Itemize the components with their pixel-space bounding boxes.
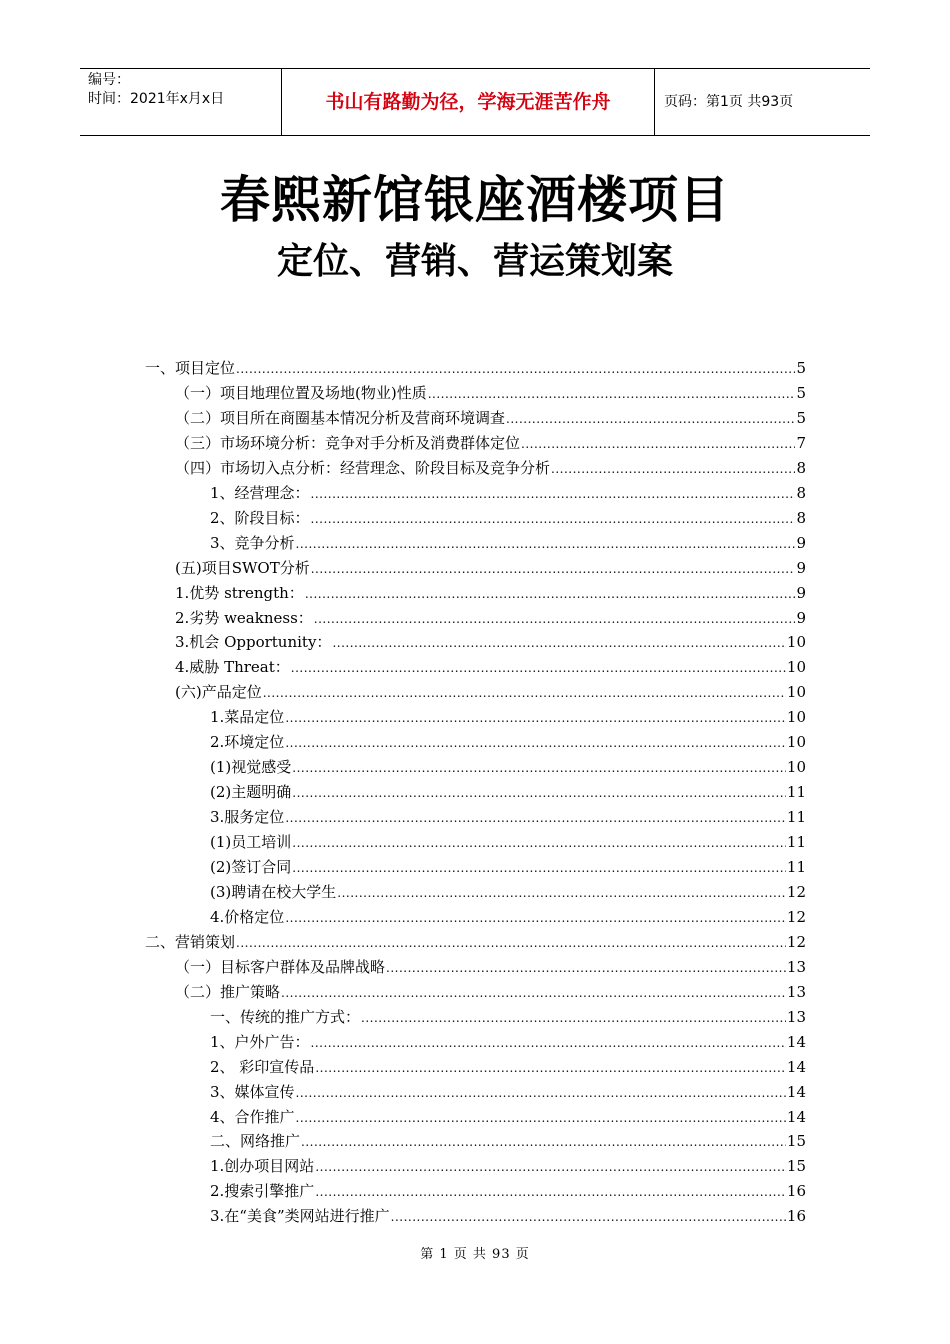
toc-entry-page: 8 [796, 508, 806, 527]
toc-leader-dots [292, 780, 786, 806]
toc-entry-page: 12 [786, 932, 806, 951]
toc-entry-label: 2、阶段目标： [210, 508, 310, 527]
toc-entry[interactable] [175, 980, 806, 1005]
toc-leader-dots [305, 581, 796, 607]
toc-entry-page: 15 [786, 1132, 806, 1151]
toc-entry[interactable] [210, 1129, 806, 1154]
toc-entry-page: 7 [796, 433, 806, 452]
toc-entry-page: 13 [786, 1007, 806, 1026]
toc-entry[interactable] [210, 506, 806, 531]
toc-leader-dots [428, 381, 796, 407]
toc-leader-dots [292, 855, 786, 881]
toc-entry-page: 12 [786, 882, 806, 901]
toc-entry-page: 9 [796, 533, 806, 552]
toc-leader-dots [314, 606, 796, 632]
toc-entry-page: 16 [786, 1207, 806, 1226]
toc-leader-dots [311, 481, 796, 507]
toc-leader-dots [291, 655, 786, 681]
toc-entry-page: 9 [796, 558, 806, 577]
toc-entry[interactable] [145, 930, 806, 955]
toc-entry[interactable] [175, 680, 806, 705]
toc-leader-dots [311, 506, 796, 532]
toc-entry-label: （二）推广策略 [175, 982, 281, 1001]
toc-entry-label: （三）市场环境分析：竞争对手分析及消费群体定位 [175, 433, 521, 452]
toc-entry-label: （一）目标客户群体及品牌战略 [175, 957, 386, 976]
toc-entry[interactable] [210, 1005, 806, 1030]
toc-leader-dots [281, 980, 786, 1006]
toc-entry[interactable] [210, 1055, 806, 1080]
time-label: 时间：2021年x月x日 [88, 91, 225, 107]
document-subtitle: 定位、营销、营运策划案 [276, 241, 673, 282]
toc-entry-label: 1、经营理念： [210, 483, 310, 502]
toc-entry[interactable] [175, 581, 806, 606]
toc-entry[interactable] [175, 456, 806, 481]
toc-entry[interactable] [210, 1105, 806, 1130]
toc-entry-page: 10 [786, 658, 806, 677]
toc-entry-label: 3.机会 Opportunity： [175, 633, 332, 652]
toc-entry[interactable] [210, 905, 806, 930]
toc-leader-dots [337, 880, 786, 906]
toc-entry[interactable] [145, 356, 806, 381]
toc-leader-dots [315, 1179, 786, 1205]
toc-leader-dots [361, 1005, 786, 1031]
toc-leader-dots [296, 1105, 786, 1131]
toc-entry[interactable] [210, 1179, 806, 1204]
toc-entry[interactable] [175, 381, 806, 406]
toc-entry-label: 3、媒体宣传 [210, 1082, 295, 1101]
toc-entry[interactable] [210, 730, 806, 755]
toc-entry-label: 3.在“美食”类网站进行推广 [210, 1207, 390, 1226]
toc-leader-dots [315, 1055, 786, 1081]
header-motto: 书山有路勤为径，学海无涯苦作舟 [282, 69, 655, 135]
toc-entry[interactable] [210, 755, 806, 780]
toc-entry-page: 13 [786, 957, 806, 976]
toc-entry[interactable] [210, 880, 806, 905]
toc-entry[interactable] [210, 830, 806, 855]
toc-entry-label: 3.服务定位 [210, 808, 285, 827]
toc-entry-page: 8 [796, 483, 806, 502]
toc-entry-page: 5 [796, 359, 806, 377]
toc-entry-label: 1、户外广告： [210, 1032, 310, 1051]
toc-entry-page: 12 [786, 907, 806, 926]
toc-entry-label: 1.创办项目网站 [210, 1157, 315, 1176]
toc-entry-page: 14 [786, 1107, 806, 1126]
toc-entry-label: 3、竞争分析 [210, 533, 295, 552]
page-footer: 第 1 页 共 93 页 [420, 1247, 530, 1262]
toc-entry-label: (1)视觉感受 [210, 758, 292, 777]
toc-entry-page: 9 [796, 608, 806, 627]
toc-entry[interactable] [175, 630, 806, 655]
toc-entry[interactable] [210, 531, 806, 556]
header-page-info: 页码：第1页 共93页 [664, 94, 794, 110]
toc-entry-label: (2)签订合同 [210, 858, 292, 876]
toc-entry-label: 2.环境定位 [210, 733, 285, 752]
toc-entry-label: 2、 彩印宣传品 [210, 1057, 315, 1076]
header-meta [80, 69, 282, 135]
toc-leader-dots [386, 955, 786, 981]
toc-entry-page: 10 [786, 733, 806, 752]
toc-leader-dots [311, 556, 796, 582]
toc-entry-label: 一、项目定位 [145, 359, 236, 377]
toc-entry-page: 11 [786, 833, 806, 852]
toc-entry[interactable] [210, 1080, 806, 1105]
toc-entry[interactable] [175, 955, 806, 980]
toc-leader-dots [521, 431, 795, 457]
toc-entry[interactable] [210, 805, 806, 830]
toc-leader-dots [285, 805, 786, 831]
toc-entry-label: 2.搜索引擎推广 [210, 1182, 315, 1201]
toc-entry-label: (2)主题明确 [210, 783, 292, 802]
toc-entry-page: 14 [786, 1057, 806, 1076]
toc-entry-label: (1)员工培训 [210, 833, 292, 852]
toc-leader-dots [332, 630, 785, 656]
toc-entry-page: 10 [786, 633, 806, 652]
document-title: 春熙新馆银座酒楼项目 [220, 171, 730, 229]
toc-entry-page: 10 [786, 683, 806, 702]
toc-entry[interactable] [210, 705, 806, 730]
toc-entry[interactable] [210, 780, 806, 805]
toc-leader-dots [263, 680, 786, 706]
toc-entry-label: （一）项目地理位置及场地(物业)性质 [175, 383, 427, 402]
toc-entry-page: 15 [786, 1157, 806, 1176]
toc-leader-dots [236, 930, 786, 956]
toc-entry-label: (3)聘请在校大学生 [210, 882, 337, 901]
toc-entry[interactable] [210, 855, 806, 880]
toc-entry-label: 2.劣势 weakness： [175, 608, 313, 627]
toc-entry-label: 4.价格定位 [210, 907, 285, 926]
toc-entry-page: 16 [786, 1182, 806, 1201]
toc-entry-label: （四）市场切入点分析：经营理念、阶段目标及竞争分析 [175, 458, 551, 477]
toc-leader-dots [315, 1154, 786, 1180]
toc-leader-dots [296, 1080, 786, 1106]
toc-entry-page: 13 [786, 982, 806, 1001]
toc-entry-label: 二、网络推广 [210, 1132, 301, 1151]
toc-leader-dots [285, 730, 786, 756]
toc-entry-page: 9 [796, 583, 806, 602]
toc-entry-page: 8 [796, 458, 806, 477]
toc-entry-page: 11 [786, 858, 806, 876]
toc-entry-label: (六)产品定位 [175, 683, 262, 702]
toc-leader-dots [551, 456, 795, 482]
toc-entry-page: 10 [786, 758, 806, 777]
toc-entry[interactable] [175, 606, 806, 631]
toc-entry-label: 二、营销策划 [145, 932, 236, 951]
document-header [80, 68, 870, 136]
toc-entry[interactable] [210, 1154, 806, 1179]
toc-entry[interactable] [175, 556, 806, 581]
toc-leader-dots [391, 1204, 786, 1230]
toc-leader-dots [506, 406, 795, 432]
toc-entry[interactable] [210, 1030, 806, 1055]
toc-leader-dots [311, 1030, 786, 1056]
toc-entry-page: 5 [796, 408, 806, 427]
toc-entry-page: 10 [786, 708, 806, 727]
toc-leader-dots [301, 1129, 786, 1155]
toc-entry-page: 11 [786, 783, 806, 802]
toc-leader-dots [285, 705, 786, 731]
toc-entry-label: 1.优势 strength： [175, 583, 304, 602]
toc-entry[interactable] [175, 406, 806, 431]
toc-entry[interactable] [210, 481, 806, 506]
toc-leader-dots [292, 755, 786, 781]
toc-entry[interactable] [175, 655, 806, 680]
toc-entry[interactable] [175, 431, 806, 456]
toc-entry-label: （二）项目所在商圈基本情况分析及营商环境调查 [175, 408, 506, 427]
toc-entry-label: 4、合作推广 [210, 1107, 295, 1126]
toc-leader-dots [236, 356, 795, 382]
toc-entry-page: 5 [796, 383, 806, 402]
number-label: 编号： [88, 72, 130, 88]
toc-leader-dots [296, 531, 796, 557]
toc-entry-page: 14 [786, 1032, 806, 1051]
toc-entry-page: 11 [786, 808, 806, 827]
toc-entry-label: 4.威胁 Threat： [175, 658, 290, 677]
toc-leader-dots [285, 905, 786, 931]
toc-entry[interactable] [210, 1204, 806, 1229]
toc-leader-dots [292, 830, 786, 856]
toc-entry-page: 14 [786, 1082, 806, 1101]
toc-entry-label: 1.菜品定位 [210, 708, 285, 727]
toc-entry-label: 一、传统的推广方式： [210, 1007, 361, 1026]
toc-entry-label: (五)项目SWOT分析 [175, 558, 310, 577]
